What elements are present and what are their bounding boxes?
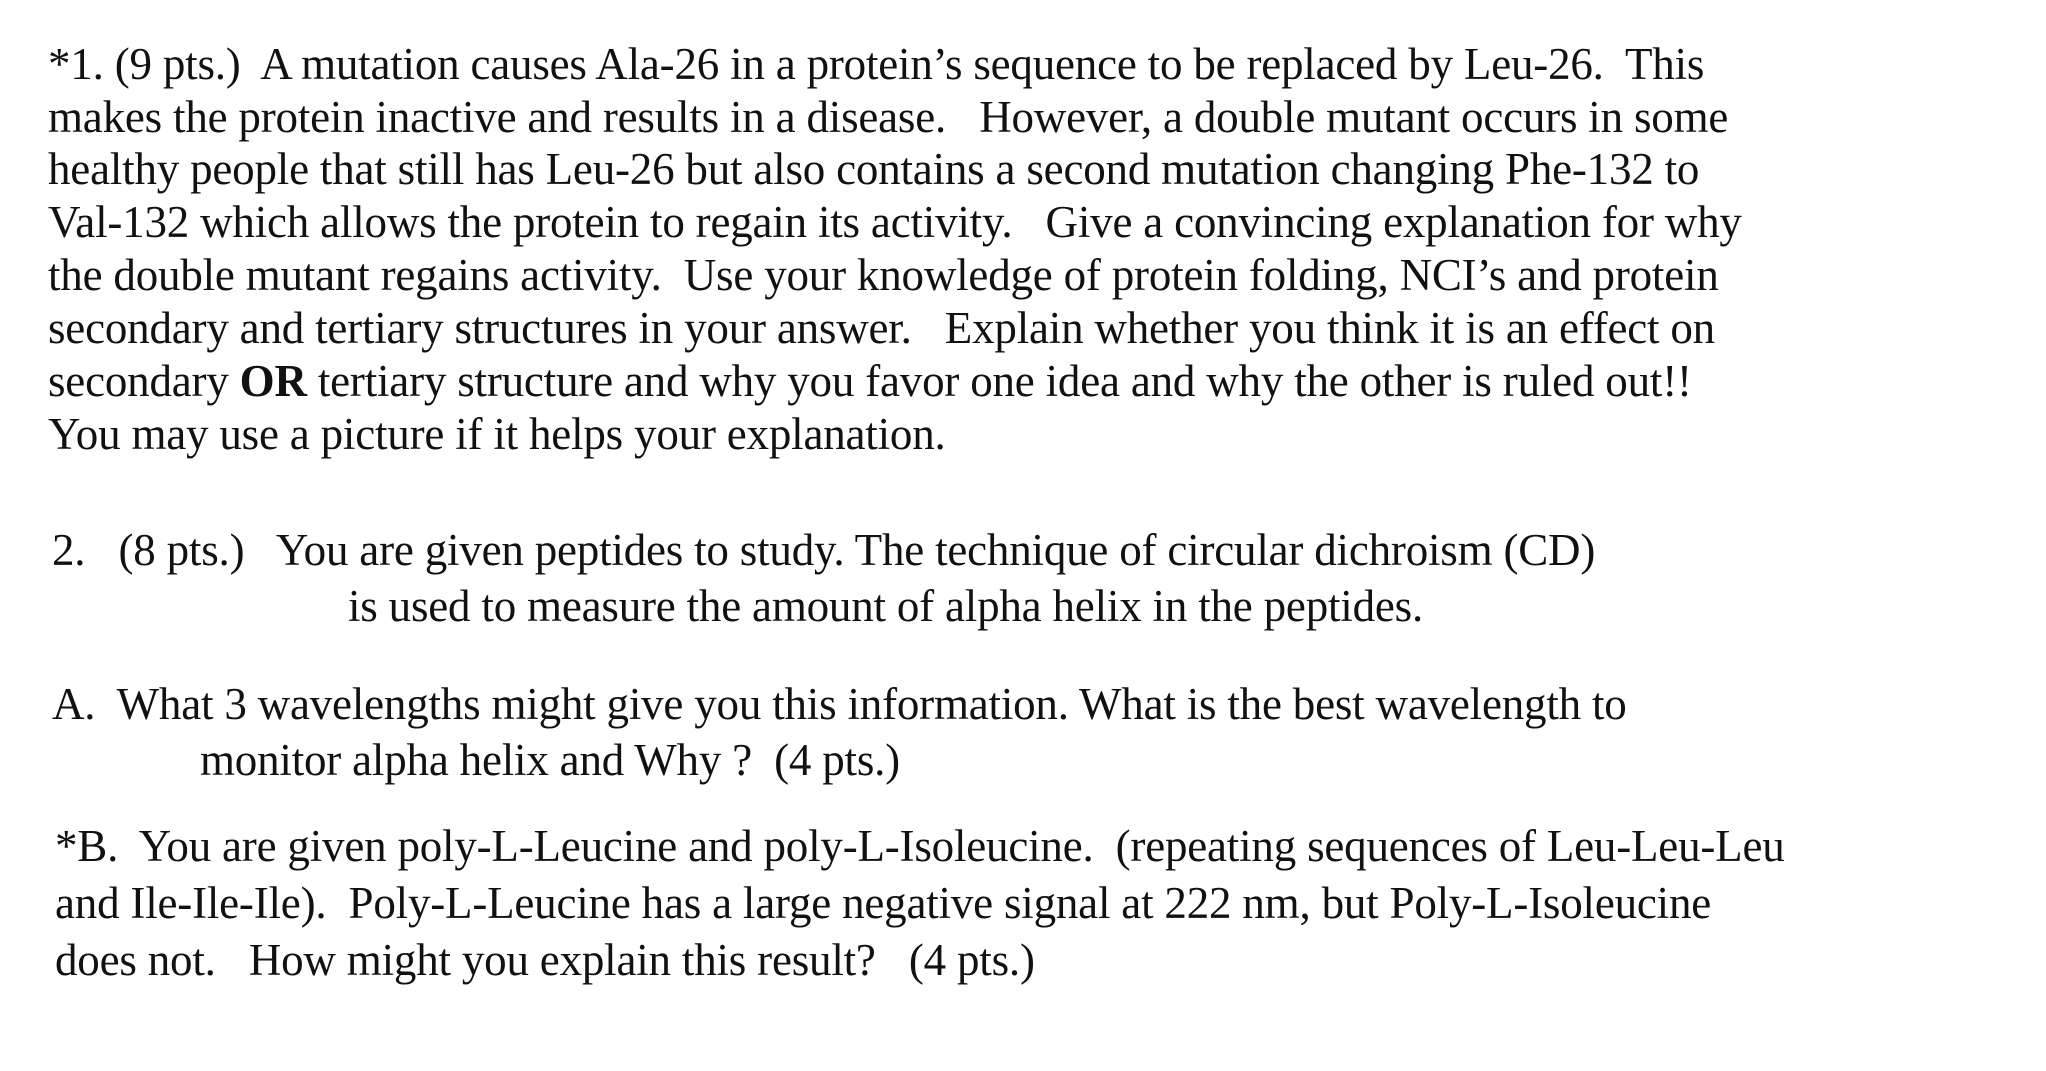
q1-line-4: Val-132 which allows the protein to regain its activity. Give a convincing explanation for why (48, 197, 1742, 247)
q1-line-2: makes the protein inactive and results in a disease. However, a double mutant occurs in some (48, 92, 1729, 142)
q2b-line-2: and Ile-Ile-Ile). Poly-L-Leucine has a large negative signal at 222 nm, but Poly-L-Isoleucine (55, 878, 1712, 928)
q2b-line-1: *B. You are given poly-L-Leucine and poly-L-Isoleucine. (repeating sequences of Leu-Leu-Leu (55, 821, 1785, 871)
q1-line-7-start: secondary (48, 356, 240, 406)
q1-line-6: secondary and tertiary structures in your answer. Explain whether you think it is an effect on (48, 303, 1715, 353)
q1-line-3: healthy people that still has Leu-26 but also contains a second mutation changing Phe-132 to (48, 144, 1700, 194)
q2b-line-3: does not. How might you explain this result? (4 pts.) (55, 935, 1035, 985)
q1-emphasis-or: OR (239, 356, 307, 406)
q1-line-7 (48, 355, 1692, 408)
q2-line-2: is used to measure the amount of alpha helix in the peptides. (348, 581, 1424, 631)
q1-line-8: You may use a picture if it helps your explanation. (48, 409, 946, 459)
q1-line-1: *1. (9 pts.) A mutation causes Ala-26 in a protein’s sequence to be replaced by Leu-26. This (48, 39, 1705, 89)
q2a-line-1: A. What 3 wavelengths might give you this information. What is the best wavelength to (52, 679, 1627, 729)
q2a-line-2: monitor alpha helix and Why ? (4 pts.) (200, 735, 900, 785)
q2-line-1: 2. (8 pts.) You are given peptides to study. The technique of circular dichroism (CD) (52, 525, 1596, 575)
q1-line-5: the double mutant regains activity. Use your knowledge of protein folding, NCI’s and protein (48, 250, 1719, 300)
q1-line-7-end: tertiary structure and why you favor one idea and why the other is ruled out!! (306, 356, 1692, 406)
